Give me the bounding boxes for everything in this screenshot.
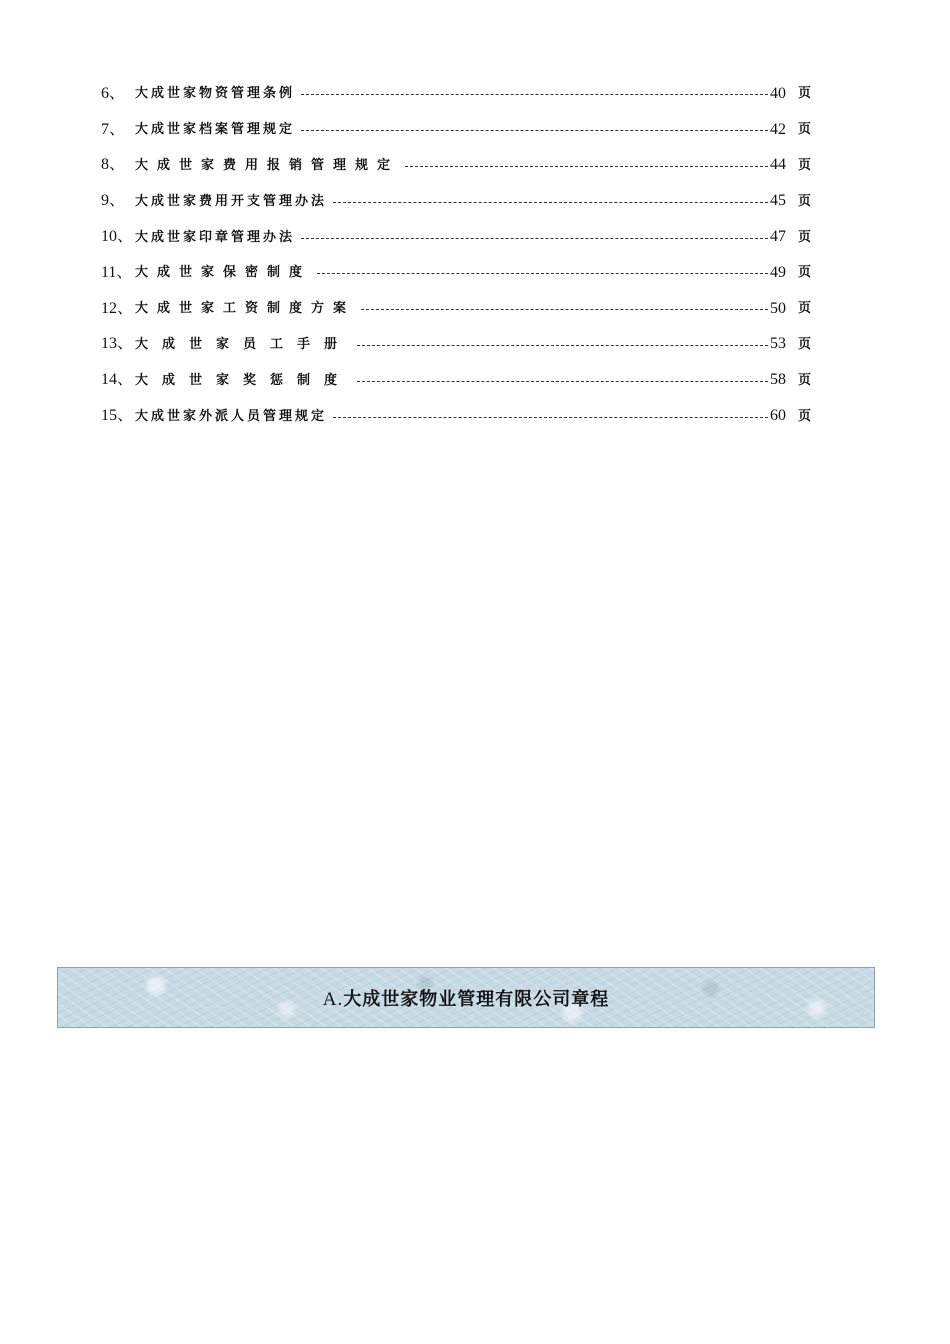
dot-leader (405, 166, 768, 167)
toc-entry-page: 44 (769, 156, 786, 174)
toc-entry-page-suffix: 页 (797, 301, 811, 317)
toc-entry-title: 大成世家外派人员管理规定 (135, 408, 328, 424)
toc-entry-number: 6、 (101, 84, 126, 102)
dot-leader (333, 417, 768, 418)
toc-entry-number: 13、 (101, 335, 134, 353)
toc-entry-title: 大成世家印章管理办法 (135, 229, 296, 245)
toc-entry-title: 大成世家档案管理规定 (135, 122, 296, 138)
toc-entry-page: 58 (769, 371, 786, 389)
toc-entry-page-suffix: 页 (797, 157, 811, 173)
dot-leader (301, 94, 768, 95)
toc-entry-page: 53 (769, 335, 786, 353)
dot-leader (301, 238, 768, 239)
toc-entry-page-suffix: 页 (797, 229, 811, 245)
toc-entry-number: 14、 (101, 371, 134, 389)
toc-entry-page-suffix: 页 (797, 122, 811, 138)
toc-entry-page: 60 (769, 407, 786, 425)
toc-entry-number: 12、 (101, 299, 134, 317)
toc-entry-page-suffix: 页 (797, 265, 811, 281)
toc-entry[interactable] (101, 112, 811, 148)
toc-entry-number: 9、 (101, 192, 126, 210)
toc-entry[interactable] (101, 219, 811, 255)
toc-entry[interactable] (101, 291, 811, 327)
toc-entry-number: 8、 (101, 156, 126, 174)
toc-entry-page: 40 (769, 84, 786, 102)
toc-entry[interactable] (101, 76, 811, 112)
toc-entry[interactable] (101, 148, 811, 184)
toc-entry-number: 7、 (101, 120, 126, 138)
toc-entry[interactable] (101, 398, 811, 434)
dot-leader (301, 130, 768, 131)
toc-entry-page: 49 (769, 263, 786, 281)
toc-entry-page: 50 (769, 299, 786, 317)
toc-entry-number: 10、 (101, 228, 134, 246)
dot-leader (317, 273, 768, 274)
toc-entry-number: 15、 (101, 407, 134, 425)
dot-leader (357, 345, 768, 346)
toc-entry-title: 大成世家员工手册 (135, 336, 352, 352)
toc-entry-page: 47 (769, 228, 786, 246)
toc-entry-page: 45 (769, 192, 786, 210)
toc-entry-title: 大成世家保密制度 (135, 265, 312, 281)
toc-entry[interactable] (101, 255, 811, 291)
toc-entry-page-suffix: 页 (797, 336, 811, 352)
toc-entry-page: 42 (769, 120, 786, 138)
table-of-contents (101, 76, 811, 434)
toc-entry-title: 大成世家工资制度方案 (135, 301, 356, 317)
section-heading (323, 985, 609, 1011)
toc-entry-title: 大成世家费用报销管理规定 (135, 157, 400, 173)
toc-entry-number: 11、 (101, 263, 133, 281)
toc-entry-title: 大成世家费用开支管理办法 (135, 193, 328, 209)
toc-entry-title: 大成世家物资管理条例 (135, 86, 296, 102)
section-heading-banner (57, 967, 875, 1028)
toc-entry[interactable] (101, 362, 811, 398)
section-heading-prefix: A. (322, 988, 344, 1010)
toc-entry-page-suffix: 页 (797, 193, 811, 209)
toc-entry-page-suffix: 页 (797, 408, 811, 424)
toc-entry[interactable] (101, 183, 811, 219)
toc-entry-page-suffix: 页 (797, 372, 811, 388)
toc-entry-title: 大成世家奖惩制度 (135, 372, 352, 388)
section-heading-title: 大成世家物业管理有限公司章程 (343, 988, 610, 1010)
dot-leader (357, 381, 768, 382)
dot-leader (361, 309, 768, 310)
toc-entry[interactable] (101, 327, 811, 363)
toc-entry-page-suffix: 页 (797, 86, 811, 102)
dot-leader (333, 202, 768, 203)
